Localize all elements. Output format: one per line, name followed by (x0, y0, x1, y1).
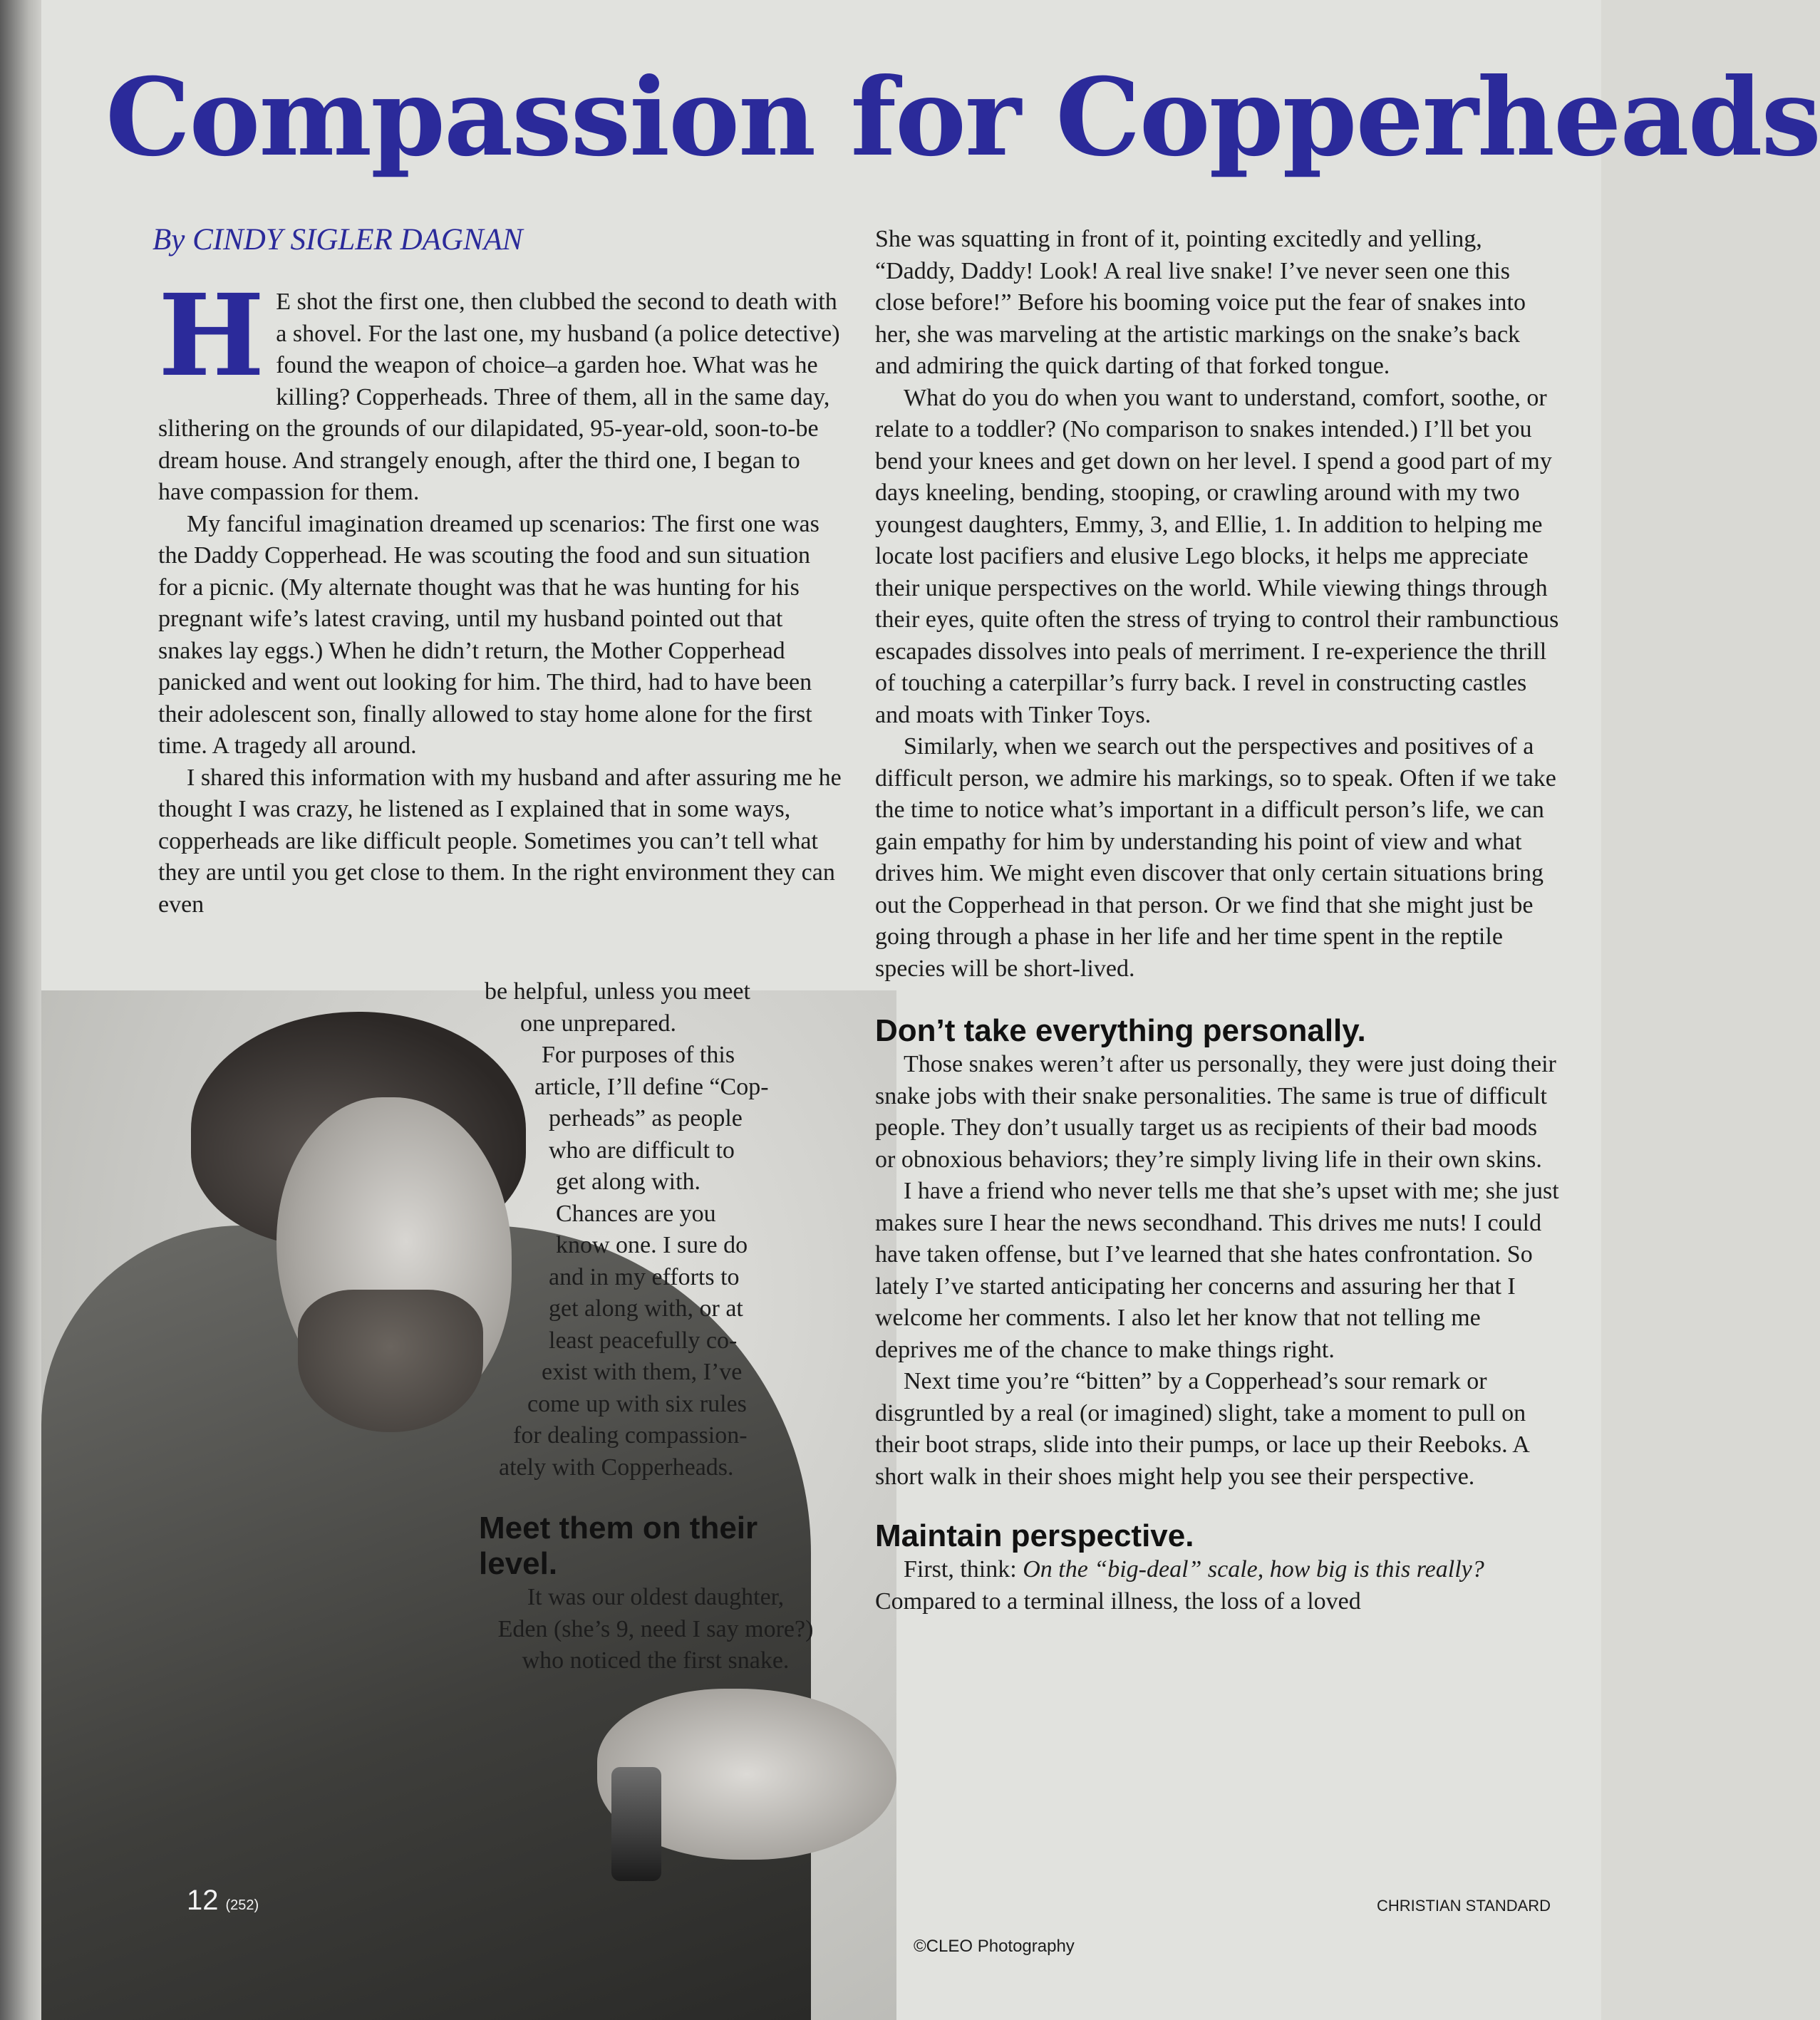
drop-cap: H (158, 270, 265, 402)
paragraph: I shared this information with my husband and after assuring me he thought I was crazy, he listened as I explained that in some ways, copperheads are like difficult people. Sometimes you can’t tell what they are until you get close to them. In the right environment they can even (158, 764, 842, 918)
paragraph: My fanciful imagination dreamed up scenarios: The first one was the Daddy Copperhead. He was scouting the food and sun situation for a picnic. (My alternate thought was that he was hunting for his pregnant wife’s latest craving, until my husband pointed out that snakes lay eggs.) When he didn’t return, the Mother Copperhead panicked and went out looking for him. The third, had to have been their adolescent son, finally allowed to stay home alone for the first time. A tragedy all around. (158, 510, 819, 759)
subhead-personal: Don’t take everything personally. (875, 1013, 1366, 1048)
wrapped-line: one unprepared. (520, 1010, 677, 1037)
paragraph-rest: Compared to a terminal illness, the loss of a loved (875, 1587, 1361, 1615)
paragraph (875, 1554, 1559, 1617)
page-number (187, 1885, 259, 1917)
paragraph: What do you do when you want to understand, comfort, soothe, or relate to a toddler? (No comparison to snakes intended.) I’ll bet you bend your knees and get down on her level. I spend a good part of my days kneeling, bending, stooping, or crawling around with my two youngest daughters, Emmy, 3, and Ellie, 1. In addition to helping me locate lost pacifiers and elusive Lego blocks, it helps me appreciate their unique perspectives on the world. While viewing things through their eyes, quite often the stress of trying to control their rambunctious escapades dissolves into peals of merriment. I re-experience the thrill of touching a caterpillar’s furry back. I revel in constructing castles and moats with Tinker Toys. (875, 384, 1559, 728)
article-title: Compassion for Copperheads (105, 55, 1820, 180)
photo-beard-shape (298, 1290, 483, 1432)
page-number-main: 12 (187, 1885, 219, 1916)
section-meet-level (470, 1511, 841, 1677)
paragraph: Similarly, when we search out the perspectives and positives of a difficult person, we admire his markings, so to speak. Often if we take the time to notice what’s important in a difficult person’s life, we can gain empathy for him by understanding his point of view and what drives him. We might even discover that only certain situations bring out the Copperhead in that person. Or we find that she might just be going through a phase in her life and her time spent in the reptile species will be short-lived. (875, 733, 1556, 982)
meet-line: Eden (she’s 9, need I say more?) (497, 1615, 814, 1642)
paragraph: She was squatting in front of it, pointing excitedly and yelling, “Daddy, Daddy! Look! A real live snake! I’ve never seen one this close before!” Before his booming voice put the fear of snakes into her, she was marveling at the artistic markings on the snake’s back and admiring the quick darting of that forked tongue. (875, 226, 1526, 379)
paragraph-lead: First, think: (904, 1556, 1023, 1583)
subhead-perspective: Maintain perspective. (875, 1518, 1194, 1553)
wrapped-line: come up with six rules (527, 1390, 747, 1417)
photo-credit: ©CLEO Photography (914, 1937, 1075, 1956)
paragraph: Those snakes weren’t after us personally, they were just doing their snake jobs with their snake personalities. The same is true of difficult people. They don’t usually target us as recipients of their bad moods or obnoxious behaviors; they’re simply living life in their own skins. (875, 1051, 1556, 1173)
wrapped-line: Chances are you (556, 1200, 716, 1227)
page-spine-shadow (0, 0, 41, 2020)
left-column (158, 270, 844, 921)
wrapped-line: be helpful, unless you meet (485, 978, 750, 1005)
paragraph (158, 270, 844, 509)
wrapped-line: get along with. (556, 1169, 701, 1195)
wrapped-line: and in my efforts to (549, 1263, 740, 1290)
subhead-meet-level: Meet them on their level. (479, 1511, 758, 1581)
right-column (875, 224, 1559, 1617)
paragraph: I have a friend who never tells me that she’s upset with me; she just makes sure I hear the news secondhand. This drives me nuts! I could have taken offense, but I’ve learned that she hates confrontation. So lately I’ve started anticipating her concerns and assuring her that I welcome her comments. I also let her know that not telling me deprives me of the chance to make things right. (875, 1178, 1559, 1363)
paragraph-italic: On the “big-deal” scale, how big is this really? (1023, 1556, 1484, 1583)
paragraph-text: E shot the first one, then clubbed the second to death with a shovel. For the last one, my husband (a police detective) found the weapon of choice–a garden hoe. What was he killing? Copperheads. Three of them, all in the same day, slithering on the grounds of our dilapidated, 95-year-old, soon-to-be dream house. And strangely enough, after the third one, I began to have compassion for them. (158, 289, 840, 505)
meet-line: It was our oldest daughter, (527, 1584, 785, 1610)
magazine-name: CHRISTIAN STANDARD (1377, 1897, 1551, 1915)
wrapped-line: get along with, or at (549, 1295, 743, 1322)
byline: By CINDY SIGLER DAGNAN (152, 223, 523, 257)
wrapped-line: know one. I sure do (556, 1232, 748, 1258)
wrapped-line: article, I’ll define “Cop- (534, 1073, 769, 1100)
wrapped-line: perheads” as people (549, 1105, 743, 1131)
wrapped-line: who are difficult to (549, 1136, 735, 1164)
wrapped-line: exist with them, I’ve (542, 1359, 743, 1385)
wrapped-line: least peacefully co- (549, 1327, 738, 1354)
wrapped-text-block (470, 976, 841, 1483)
wrapped-line: for dealing compassion- (513, 1422, 748, 1449)
paragraph: Next time you’re “bitten” by a Copperhead’s sour remark or disgruntled by a real (or imagined) slight, take a moment to pull on their boot straps, slide into their pumps, or lace up their Reeboks. A short walk in their shoes might help you see their perspective. (875, 1368, 1529, 1490)
wrapped-line: ately with Copperheads. (499, 1454, 734, 1481)
photo-watch-shape (611, 1767, 661, 1881)
meet-line: who noticed the first snake. (522, 1647, 790, 1674)
meet-lines (470, 1582, 841, 1677)
wrapped-line: For purposes of this (542, 1042, 735, 1068)
page-number-alt: (252) (225, 1897, 259, 1913)
